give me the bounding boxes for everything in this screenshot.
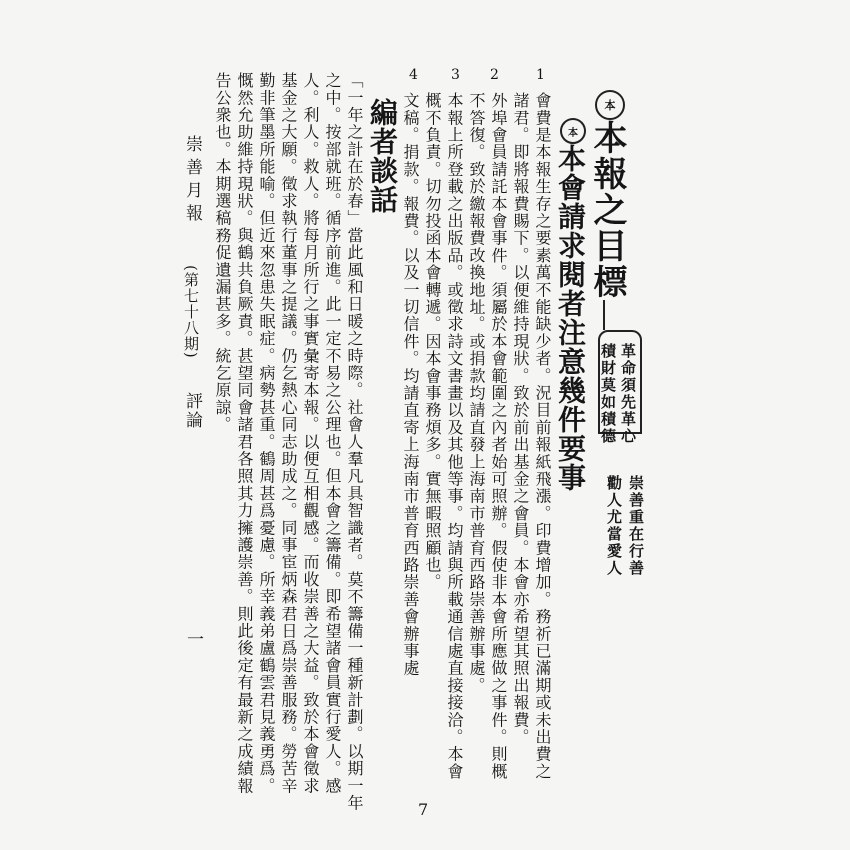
item-number: 3 bbox=[451, 67, 460, 83]
item-number: 2 bbox=[490, 67, 499, 83]
item-text: 本報上所登載之出版品。或徵求詩文書畫以及其他等事。均請與所載通信處直接接洽。本會 bbox=[445, 92, 464, 780]
item-text: 概不負責。切勿投函本會轉遞。因本會事務煩多。實無暇照顧也。 bbox=[423, 92, 442, 591]
item-text: 不答復。致於繳報費改換地址。或捐款均請直發上海南市普育西路崇善辦事處。 bbox=[467, 92, 486, 694]
motto-line-1: 革命須先革心 bbox=[619, 343, 637, 445]
footer-publication: 崇善月報 bbox=[182, 135, 202, 227]
editor-paragraph-col: 「一年之計在於春」當此風和日暖之時際。社會人羣凡具智識者。莫不籌備一種新計劃。以期一年 bbox=[345, 72, 364, 812]
item-number: 1 bbox=[536, 67, 545, 83]
notice-title: 本會請求閱者注意幾件要事 bbox=[554, 144, 587, 492]
footer-issue: (第七十八期) bbox=[182, 265, 200, 359]
editor-title: 編者談話 bbox=[366, 98, 399, 214]
masthead-rule bbox=[603, 300, 605, 330]
editor-paragraph-col: 慨然允助維持現狀。與鶴共負厥責。甚望同會諸君各照其力擁護崇善。則此後定有最新之成績報 bbox=[235, 72, 254, 795]
footer-page-mark: 一 bbox=[183, 630, 203, 653]
item-text: 諸君。即將報費賜下。以便維持現狀。致於前出基金之會員。本會亦希望其照出報費。 bbox=[511, 92, 530, 746]
footer-section: 評論 bbox=[182, 392, 202, 430]
editor-paragraph-col: 人。利人。救人。將每月所行之事實彙寄本報。以便互相觀感。而收崇善之大益。致於本會徵求 bbox=[301, 72, 320, 795]
item-number: 4 bbox=[409, 67, 418, 83]
item-text: 文稿。捐款。報費。以及一切信件。均請直寄上海南市普育西路崇善會辦事處 bbox=[401, 92, 420, 677]
masthead-title: 本報之目標 bbox=[587, 120, 627, 300]
editor-paragraph-col: 告公衆也。本期選稿務促遺漏甚多。統乞原諒。 bbox=[213, 72, 232, 434]
motto-line-4: 勸人尤當愛人 bbox=[605, 475, 623, 577]
editor-paragraph-col: 勤非筆墨所能喻。但近來忽患失眠症。病勢甚重。鶴周甚爲憂慮。所幸義弟盧鶴雲君見義勇爲。 bbox=[257, 72, 276, 795]
item-text: 會費是本報生存之要素萬不能缺少者。況目前報紙飛漲。印費增加。務祈已滿期或未出費之 bbox=[533, 92, 552, 780]
motto-line-2: 積財莫如積德 bbox=[599, 343, 617, 445]
editor-paragraph-col: 之中。按部就班。循序前進。此一定不易之公理也。但本會之籌備。即希望諸會員實行愛人。感 bbox=[323, 72, 342, 795]
motto-line-3: 崇善重在行善 bbox=[627, 475, 645, 577]
seal-icon: 本 bbox=[595, 90, 625, 120]
page-number: 7 bbox=[418, 800, 429, 819]
item-text: 外埠會員請託本會事件。須屬於本會範圍之內者始可照辦。假使非本會所應做之事件。則概 bbox=[489, 92, 508, 780]
editor-paragraph-col: 基金之大願。徵求執行董事之提議。仍乞熱心同志助成之。同事宦炳森君日爲崇善服務。勞苦辛 bbox=[279, 72, 298, 795]
seal-icon: 本 bbox=[560, 118, 586, 144]
